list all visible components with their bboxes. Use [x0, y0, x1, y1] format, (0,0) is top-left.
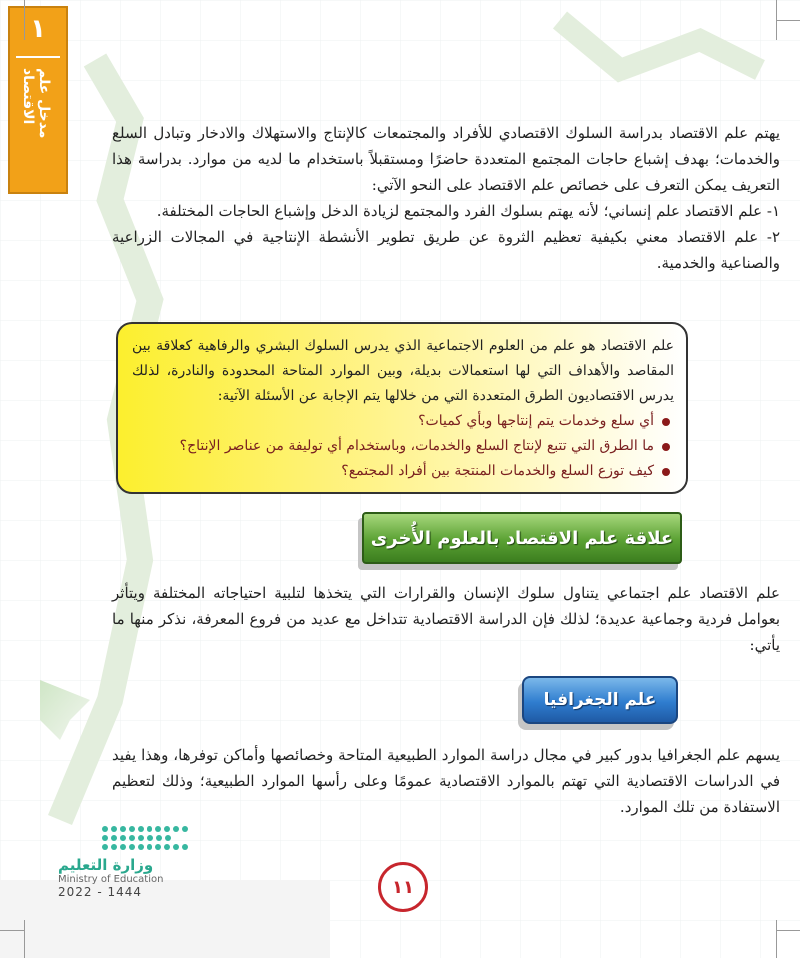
- ministry-name-en: Ministry of Education: [58, 874, 164, 885]
- crop-mark: [24, 920, 25, 958]
- relation-section: [112, 580, 780, 658]
- chapter-title: مدخل علم الاقتصاد: [20, 68, 52, 139]
- chapter-number: ١: [30, 14, 46, 44]
- edition-year: 2022 - 1444: [58, 885, 143, 899]
- chapter-tab: [8, 6, 68, 194]
- ministry-logo: [58, 826, 188, 899]
- section-heading-relation: علاقة علم الاقتصاد بالعلوم الأُخرى: [362, 512, 682, 564]
- crop-mark: [24, 0, 25, 40]
- list-item: ما الطرق التي تتبع لإنتاج السلع والخدمات، وباستخدام أي توليفة من عناصر الإنتاج؟: [132, 434, 670, 459]
- tab-divider: [16, 56, 60, 58]
- intro-paragraph: يهتم علم الاقتصاد بدراسة السلوك الاقتصادي للأفراد والمجتمعات كالإنتاج والاستهلاك والادخار وتبادل السلع والخدمات؛ بهدف إشباع حاجات المجتمع المتعددة حاضرًا ومستقبلاً باستخدام ما لديه من موارد. بدراسة هذا التعريف يمكن التعرف على خصائص علم الاقتصاد على النحو الآتي:: [112, 124, 780, 194]
- list-item: أي سلع وخدمات يتم إنتاجها وبأي كميات؟: [132, 409, 670, 434]
- page-number: ١١: [378, 862, 428, 912]
- ministry-logo-icon: [102, 826, 188, 850]
- relation-paragraph: علم الاقتصاد علم اجتماعي يتناول سلوك الإنسان والقرارات التي يتخذها لتلبية احتياجاته المختلفة ويتأثر بعوامل فردية وجماعية عديدة؛ لذلك فإن الدراسة الاقتصادية تتداخل مع عديد من فروع المعرفة، نذكر منها ما يأتي:: [112, 584, 780, 654]
- crop-mark: [776, 20, 800, 21]
- crop-mark: [776, 920, 777, 958]
- intro-point-2: ٢- علم الاقتصاد معني بكيفية تعظيم الثروة عن طريق تطوير الأنشطة الإنتاجية في المجالات الزراعية والصناعية والخدمية.: [112, 228, 780, 272]
- intro-section: [112, 120, 780, 276]
- question-list: [132, 409, 674, 484]
- list-item: كيف توزع السلع والخدمات المنتجة بين أفراد المجتمع؟: [132, 459, 670, 484]
- crop-mark: [776, 930, 800, 931]
- definition-box: [116, 322, 688, 494]
- section-heading-geography: علم الجغرافيا: [522, 676, 678, 724]
- crop-mark: [0, 930, 24, 931]
- intro-point-1: ١- علم الاقتصاد علم إنساني؛ لأنه يهتم بسلوك الفرد والمجتمع لزيادة الدخل وإشباع الحاجات المختلفة.: [156, 202, 780, 220]
- ministry-name-ar: وزارة التعليم: [58, 856, 154, 874]
- geography-section: [112, 742, 780, 820]
- geography-paragraph: يسهم علم الجغرافيا بدور كبير في مجال دراسة الموارد الطبيعية المتاحة وخصائصها وأماكن توفرها، وهذا يفيد في الدراسات الاقتصادية التي تهتم بالموارد الاقتصادية عمومًا وعلى رأسها الموارد الطبيعية؛ وذلك لتعظيم الاستفادة من تلك الموارد.: [112, 746, 780, 816]
- definition-text: علم الاقتصاد هو علم من العلوم الاجتماعية الذي يدرس السلوك البشري والرفاهية كعلاقة بين المقاصد والأهداف التي لها استعمالات بديلة، وبين الموارد المتاحة المحدودة والنادرة، لذلك يدرس الاقتصاديون الطرق المتعددة التي من خلالها يتم الإجابة عن الأسئلة الآتية:: [132, 338, 674, 404]
